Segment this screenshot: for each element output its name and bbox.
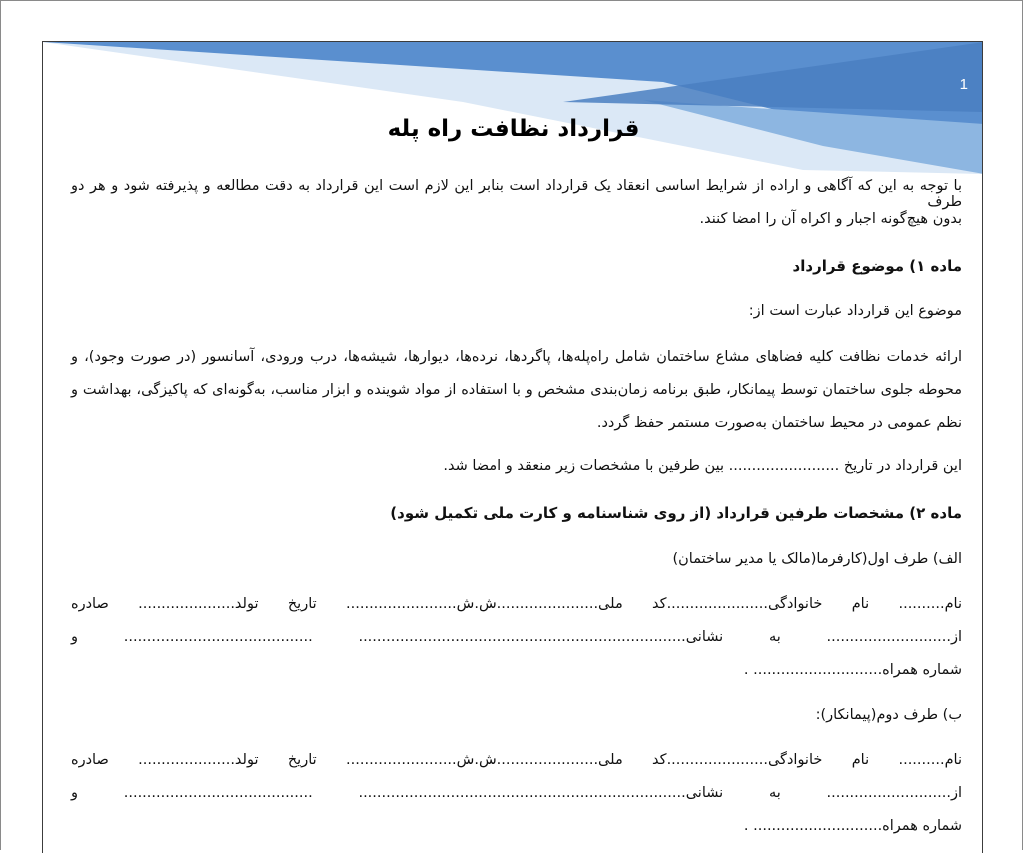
party-a-label: الف) طرف اول(کارفرما(مالک یا مدیر ساختمان)	[672, 551, 962, 567]
intro-line-2: بدون هیچ‌گونه اجبار و اکراه آن را امضا کنند.	[699, 211, 962, 227]
party-a-line-2: از........................... به نشانی....................................................................... ......................................... و	[71, 629, 962, 645]
intro-line-1: با توجه به این که آگاهی و اراده از شرایط اساسی انعقاد یک قرارداد است بنابر این لازم است این قرارداد به دقت مطالعه و پذیرفته شود و هر دو طرف	[71, 178, 962, 210]
article-1-heading: ماده ۱) موضوع قرارداد	[792, 257, 962, 275]
article-1-subject-intro: موضوع این قرارداد عبارت است از:	[748, 303, 962, 319]
article-1-desc-line-2: محوطه جلوی ساختمان توسط پیمانکار، طبق برنامه زمان‌بندی مشخص و با استفاده از مواد شوینده و ابزار مناسب، به‌گونه‌ای که پاکیزگی، بهداشت و	[71, 382, 962, 398]
article-1-desc-line-1: ارائه خدمات نظافت کلیه فضاهای مشاع ساختمان شامل راه‌پله‌ها، پاگردها، نرده‌ها، دیوارها، شیشه‌ها، درب ورودی، آسانسور (در صورت وجود)، و	[71, 349, 962, 365]
header-banner-graphic	[43, 42, 983, 182]
party-b-line-3: شماره همراه............................ .	[743, 818, 962, 834]
page-number: 1	[959, 76, 968, 93]
article-2-heading: ماده ۲) مشخصات طرفین قرارداد (از روی شناسنامه و کارت ملی تکمیل شود)	[390, 504, 962, 522]
document-page	[42, 41, 983, 853]
document-title: قرارداد نظافت راه پله	[387, 116, 640, 142]
party-b-line-2: از........................... به نشانی....................................................................... ......................................... و	[71, 785, 962, 801]
article-1-desc-line-3: نظم عمومی در محیط ساختمان به‌صورت مستمر حفظ گردد.	[596, 415, 962, 431]
party-a-line-1: نام.......... نام خانوادگی......................کد ملی......................ش.ش........................ تاریخ تولد..................... صادره	[71, 596, 962, 612]
party-b-label: ب) طرف دوم(پیمانکار):	[815, 707, 962, 723]
article-1-date-line: این قرارداد در تاریخ ........................ بین طرفین با مشخصات زیر منعقد و امضا شد.	[443, 458, 962, 474]
party-b-line-1: نام.......... نام خانوادگی......................کد ملی......................ش.ش........................ تاریخ تولد..................... صادره	[71, 752, 962, 768]
party-a-line-3: شماره همراه............................ .	[743, 662, 962, 678]
